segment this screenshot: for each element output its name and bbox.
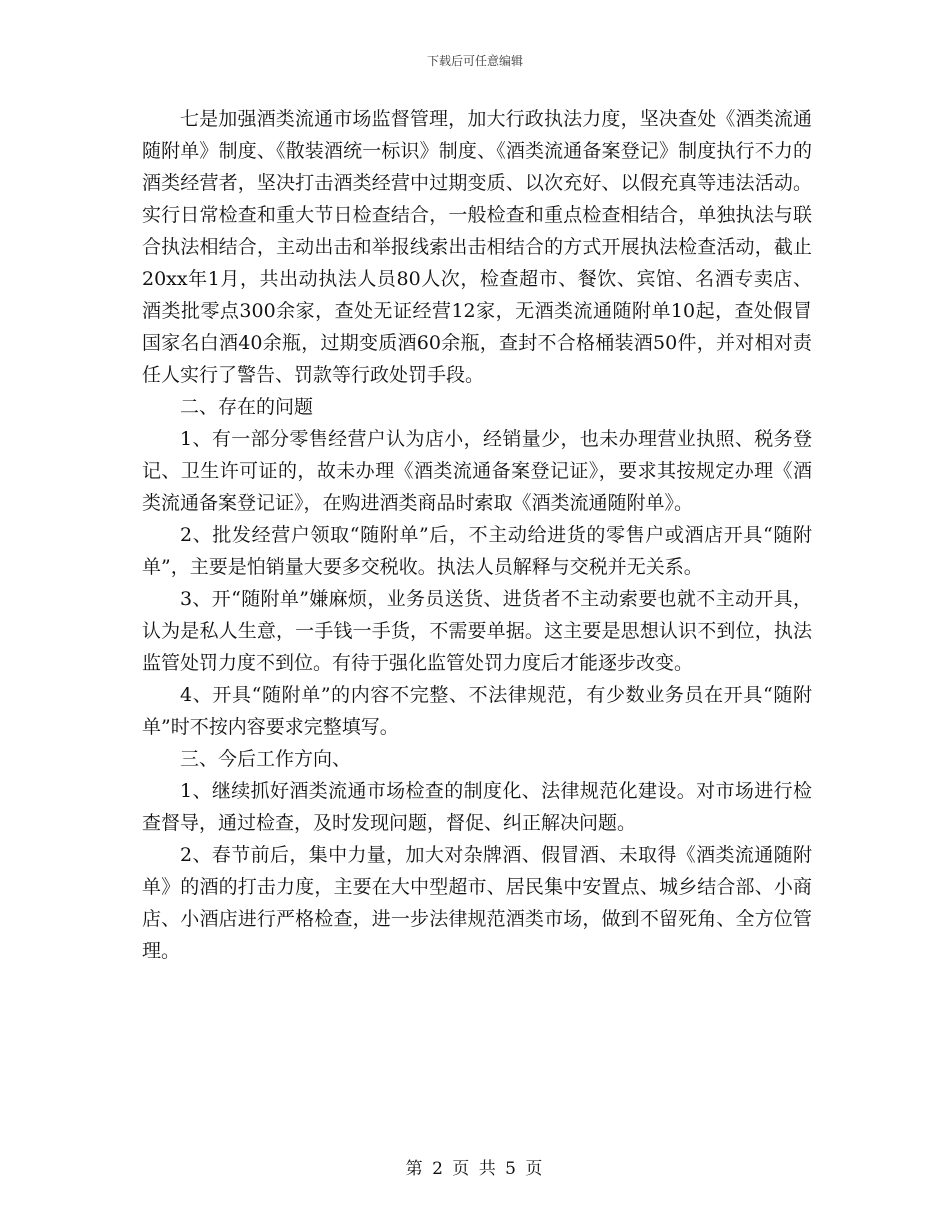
paragraph-future-2: 2、春节前后，集中力量，加大对杂牌酒、假冒酒、未取得《酒类流通随附单》的酒的打击力度，主要在大中型超市、居民集中安置点、城乡结合部、小商店、小酒店进行严格检查，进一步法律规范酒类市场，做到不留死角、全方位管理。 (142, 844, 812, 962)
section-heading-problems: 二、存在的问题 (180, 396, 314, 418)
section-heading-future-work: 三、今后工作方向、 (180, 748, 352, 770)
paragraph-problem-3: 3、开“随附单”嫌麻烦，业务员送货、进货者不主动索要也就不主动开具，认为是私人生意，一手钱一手货，不需要单据。这主要是思想认识不到位，执法监管处罚力度不到位。有待于强化监管处罚力度后才能逐步改变。 (142, 588, 812, 674)
paragraph-problem-4: 4、开具“随附单”的内容不完整、不法律规范，有少数业务员在开具“随附单”时不按内容要求完整填写。 (142, 684, 812, 738)
paragraph-problem-2: 2、批发经营户领取“随附单”后，不主动给进货的零售户或酒店开具“随附单”，主要是怕销量大要多交税收。执法人员解释与交税并无关系。 (142, 524, 812, 578)
paragraph-enforcement: 七是加强酒类流通市场监督管理，加大行政执法力度，坚决查处《酒类流通随附单》制度、《散装酒统一标识》制度、《酒类流通备案登记》制度执行不力的酒类经营者，坚决打击酒类经营中过期变质、以次充好、以假充真等违法活动。实行日常检查和重大节日检查结合，一般检查和重点检查相结合，单独执法与联合执法相结合，主动出击和举报线索出击相结合的方式开展执法检查活动，截止20xx年1月，共出动执法人员80人次，检查超市、餐饮、宾馆、名酒专卖店、酒类批零点300余家，查处无证经营12家，无酒类流通随附单10起，查处假冒国家名白酒40余瓶，过期变质酒60余瓶，查封不合格桶装酒50件，并对相对责任人实行了警告、罚款等行政处罚手段。 (142, 108, 812, 386)
page-number-footer: 第 2 页 共 5 页 (405, 1159, 545, 1179)
paragraph-future-1: 1、继续抓好酒类流通市场检查的制度化、法律规范化建设。对市场进行检查督导，通过检查，及时发现问题，督促、纠正解决问题。 (142, 780, 812, 834)
document-body (142, 103, 812, 967)
page-header: 下载后可任意编辑 (426, 54, 523, 68)
paragraph-problem-1: 1、有一部分零售经营户认为店小，经销量少，也未办理营业执照、税务登记、卫生许可证的，故未办理《酒类流通备案登记证》，要求其按规定办理《酒类流通备案登记证》，在购进酒类商品时索取《酒类流通随附单》。 (142, 428, 812, 514)
